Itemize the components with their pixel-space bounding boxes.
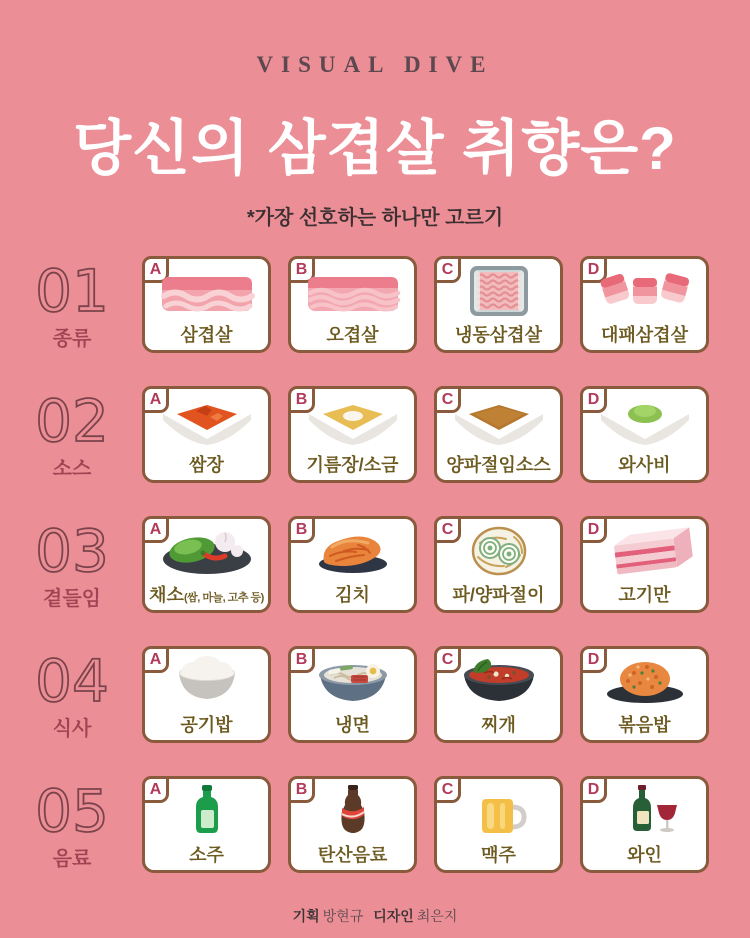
option-card-1a[interactable] bbox=[142, 256, 271, 353]
row-cards bbox=[142, 256, 709, 353]
option-label bbox=[145, 586, 268, 604]
option-label: 쌈장 bbox=[189, 455, 224, 475]
option-card-4a[interactable] bbox=[142, 646, 271, 743]
option-label: 오겹살 bbox=[326, 325, 379, 345]
option-letter: A bbox=[149, 260, 162, 278]
row-sauce bbox=[30, 386, 750, 483]
svg-text:04: 04 bbox=[35, 648, 109, 710]
page-subtitle: *가장 선호하는 하나만 고르기 bbox=[246, 207, 504, 229]
row-number-05 bbox=[26, 778, 118, 840]
option-card-2a[interactable] bbox=[142, 386, 271, 483]
option-card-4c[interactable] bbox=[434, 646, 563, 743]
jjigae-pot-icon bbox=[441, 650, 554, 709]
option-card-2c[interactable] bbox=[434, 386, 563, 483]
option-card-4d[interactable] bbox=[580, 646, 709, 743]
option-label: 파/양파절이 bbox=[452, 585, 545, 605]
option-card-1c[interactable] bbox=[434, 256, 563, 353]
wasabi-dish-icon bbox=[587, 390, 700, 449]
option-label: 김치 bbox=[335, 585, 370, 605]
row-head-05 bbox=[30, 778, 142, 871]
option-letter: B bbox=[295, 260, 308, 278]
option-letter: A bbox=[149, 650, 162, 668]
option-letter: B bbox=[295, 650, 308, 668]
option-label: 탄산음료 bbox=[317, 845, 388, 865]
option-letter: C bbox=[441, 390, 454, 408]
meat-only-icon bbox=[587, 520, 700, 579]
row-category-label: 식사 bbox=[52, 718, 92, 740]
option-label-sub: (쌈, 마늘, 고추 등) bbox=[183, 592, 264, 604]
option-label: 찌개 bbox=[481, 715, 516, 735]
beer-mug-icon bbox=[441, 780, 554, 839]
ssamjang-dish-icon bbox=[149, 390, 262, 449]
wine-icon bbox=[587, 780, 700, 839]
soda-bottle-icon bbox=[295, 780, 408, 839]
option-label: 냉동삼겹살 bbox=[455, 325, 542, 345]
option-letter: D bbox=[587, 260, 600, 278]
credits bbox=[0, 906, 750, 926]
row-head-03 bbox=[30, 518, 142, 611]
option-card-3d[interactable] bbox=[580, 516, 709, 613]
frozen-samgyeopsal-icon bbox=[441, 260, 554, 319]
option-card-5b[interactable] bbox=[288, 776, 417, 873]
daepae-samgyeopsal-icon bbox=[587, 260, 700, 319]
option-letter: A bbox=[149, 520, 162, 538]
option-label: 와사비 bbox=[618, 455, 671, 475]
row-head-04 bbox=[30, 648, 142, 741]
credit-design-label: 디자인 bbox=[373, 908, 414, 924]
option-letter: C bbox=[441, 520, 454, 538]
oil-salt-dish-icon bbox=[295, 390, 408, 449]
option-card-3a[interactable] bbox=[142, 516, 271, 613]
option-letter: C bbox=[441, 260, 454, 278]
kimchi-icon bbox=[295, 520, 408, 579]
rice-bowl-icon bbox=[149, 650, 262, 709]
option-card-2d[interactable] bbox=[580, 386, 709, 483]
option-label: 공기밥 bbox=[180, 715, 233, 735]
option-letter: B bbox=[295, 390, 308, 408]
row-cards bbox=[142, 776, 709, 873]
row-number-02 bbox=[26, 388, 118, 450]
option-letter: C bbox=[441, 650, 454, 668]
row-number-04 bbox=[26, 648, 118, 710]
scallion-onion-pickle-icon bbox=[441, 520, 554, 579]
option-card-3b[interactable] bbox=[288, 516, 417, 613]
row-drink bbox=[30, 776, 750, 873]
svg-text:05: 05 bbox=[35, 778, 109, 840]
soju-bottle-icon bbox=[149, 780, 262, 839]
option-letter: B bbox=[295, 780, 308, 798]
option-label: 냉면 bbox=[335, 715, 370, 735]
row-side bbox=[30, 516, 750, 613]
option-label: 맥주 bbox=[481, 845, 516, 865]
option-card-5d[interactable] bbox=[580, 776, 709, 873]
option-label: 와인 bbox=[627, 845, 662, 865]
onion-pickle-sauce-dish-icon bbox=[441, 390, 554, 449]
row-number-01 bbox=[26, 258, 118, 320]
option-letter: B bbox=[295, 520, 308, 538]
svg-text:01: 01 bbox=[35, 258, 109, 320]
options-grid bbox=[0, 256, 750, 873]
row-meal bbox=[30, 646, 750, 743]
option-card-5a[interactable] bbox=[142, 776, 271, 873]
naengmyeon-icon bbox=[295, 650, 408, 709]
row-head-02 bbox=[30, 388, 142, 481]
row-category-label: 소스 bbox=[52, 458, 92, 480]
option-label-main: 채소 bbox=[149, 585, 184, 605]
option-label: 고기만 bbox=[618, 585, 671, 605]
option-label: 볶음밥 bbox=[618, 715, 671, 735]
row-cards bbox=[142, 516, 709, 613]
option-letter: D bbox=[587, 780, 600, 798]
option-letter: C bbox=[441, 780, 454, 798]
option-card-4b[interactable] bbox=[288, 646, 417, 743]
row-category-label: 종류 bbox=[52, 328, 92, 350]
svg-text:03: 03 bbox=[35, 518, 109, 580]
row-type bbox=[30, 256, 750, 353]
option-card-3c[interactable] bbox=[434, 516, 563, 613]
row-cards bbox=[142, 646, 709, 743]
option-label: 양파절임소스 bbox=[446, 455, 551, 475]
credit-plan-name: 방현규 bbox=[322, 908, 364, 924]
svg-text:02: 02 bbox=[35, 388, 109, 450]
option-card-1b[interactable] bbox=[288, 256, 417, 353]
vegetable-plate-icon bbox=[149, 520, 262, 579]
credit-design-name: 최은지 bbox=[416, 908, 458, 924]
credit-plan-label: 기획 bbox=[292, 908, 320, 924]
option-letter: A bbox=[149, 780, 162, 798]
page-title: 당신의 삼겹살 취향은? bbox=[73, 115, 677, 182]
option-letter: D bbox=[587, 390, 600, 408]
row-category-label: 음료 bbox=[52, 848, 92, 870]
option-label: 삼겹살 bbox=[180, 325, 233, 345]
option-letter: D bbox=[587, 650, 600, 668]
option-letter: D bbox=[587, 520, 600, 538]
row-number-03 bbox=[26, 518, 118, 580]
option-card-2b[interactable] bbox=[288, 386, 417, 483]
option-label: 기름장/소금 bbox=[306, 455, 399, 475]
fried-rice-icon bbox=[587, 650, 700, 709]
row-category-label: 곁들임 bbox=[43, 588, 101, 610]
option-card-1d[interactable] bbox=[580, 256, 709, 353]
option-label: 소주 bbox=[189, 845, 224, 865]
row-cards bbox=[142, 386, 709, 483]
option-card-5c[interactable] bbox=[434, 776, 563, 873]
row-head-01 bbox=[30, 258, 142, 351]
option-letter: A bbox=[149, 390, 162, 408]
ogyeopsal-icon bbox=[295, 260, 408, 319]
samgyeopsal-icon bbox=[149, 260, 262, 319]
option-label: 대패삼겹살 bbox=[601, 325, 688, 345]
brand-logo: VISUAL DIVE bbox=[256, 52, 494, 77]
